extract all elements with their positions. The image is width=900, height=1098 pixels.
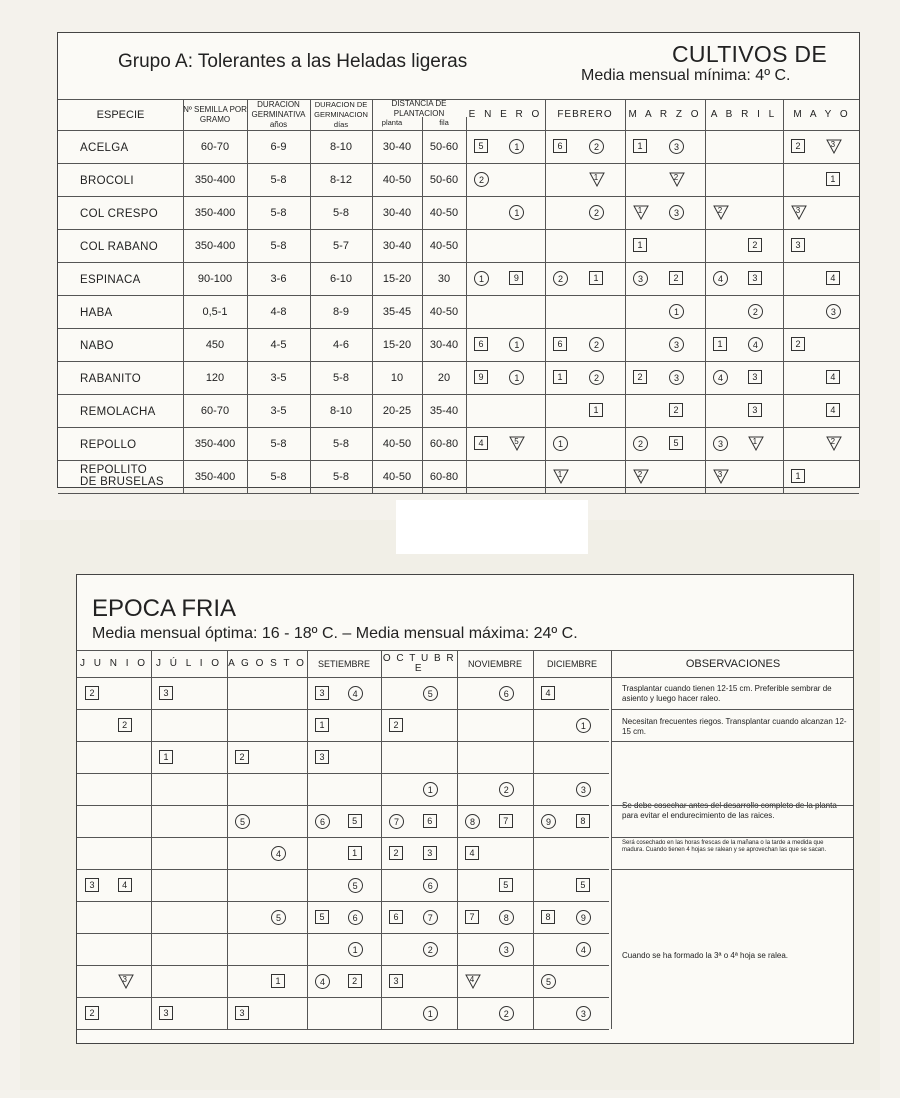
marks_bot-square-marker: 7: [499, 814, 513, 828]
cell-semilla: 60-70: [200, 140, 230, 153]
cell-dias: 5-8: [333, 437, 349, 450]
marks_bot-circle-marker: 3: [576, 1006, 591, 1021]
marks_top-square-marker: 4: [826, 370, 840, 384]
header-setiembre: SETIEMBRE: [317, 658, 370, 669]
marks_top-square-marker: 2: [669, 271, 683, 285]
cell-semilla: 60-70: [200, 404, 230, 417]
cell-dias: 4-6: [333, 338, 349, 351]
marks_top-circle-marker: 4: [748, 337, 763, 352]
header-planta: planta: [381, 118, 403, 127]
marks_bot-circle-marker: 1: [423, 782, 438, 797]
marks_top-circle-marker: 2: [589, 337, 604, 352]
cell-dias: 5-8: [333, 206, 349, 219]
species-name: RABANITO: [80, 373, 141, 385]
cell-germ: 3-6: [270, 272, 287, 285]
marks_top-triangle-marker: [633, 205, 647, 219]
marks_bot-circle-marker: 3: [499, 942, 514, 957]
marker-number: 3: [717, 469, 723, 479]
marks_bot-circle-marker: 5: [271, 910, 286, 925]
marks_top-triangle-marker: [713, 469, 727, 483]
marks_top-square-marker: 6: [474, 337, 488, 351]
marks_bot-square-marker: 3: [159, 1006, 173, 1020]
observation-espinaca: Será cosechado en las horas frescas de la mañana o la tarde a medida que madura. Cuando tienen 4 hojas se ralean y se aprovechan las que se sacan.: [622, 840, 827, 853]
species-name: [80, 464, 164, 488]
marks_bot-square-marker: 8: [541, 910, 555, 924]
marks_top-circle-marker: 2: [633, 436, 648, 451]
header-agosto: A G O S T O: [228, 657, 306, 669]
header-marzo: M A R Z O: [628, 108, 702, 120]
marker-number: 2: [637, 469, 643, 479]
marks_bot-square-marker: 4: [118, 878, 132, 892]
marks_bot-circle-marker: 4: [576, 942, 591, 957]
cell-planta: 30-40: [382, 239, 412, 252]
cell-germ: 3-5: [270, 404, 287, 417]
marks_top-triangle-marker: [669, 172, 683, 186]
marks_bot-square-marker: 1: [271, 974, 285, 988]
marks_top-square-marker: 4: [474, 436, 488, 450]
marks_bot-square-marker: 2: [85, 686, 99, 700]
header-diciembre: DICIEMBRE: [546, 658, 597, 669]
marks_top-square-marker: 2: [791, 337, 805, 351]
cell-germ: 4-8: [270, 305, 287, 318]
marks_bot-square-marker: 3: [389, 974, 403, 988]
marks_bot-circle-marker: 7: [423, 910, 438, 925]
cell-germ: 3-5: [270, 371, 287, 384]
cell-germ: 5-8: [270, 206, 287, 219]
marks_bot-square-marker: 3: [235, 1006, 249, 1020]
species-name: ESPINACA: [80, 274, 141, 286]
marks_top-square-marker: 1: [713, 337, 727, 351]
marks_bot-circle-marker: 7: [389, 814, 404, 829]
marks_top-circle-marker: 1: [669, 304, 684, 319]
marks_top-square-marker: 3: [791, 238, 805, 252]
observation-brocoli: Necesitan frecuentes riegos. Transplantar cuando alcanzan 12-15 cm.: [622, 717, 847, 736]
cell-semilla: 350-400: [194, 173, 236, 186]
marker-number: 2: [673, 172, 679, 182]
marks_bot-circle-marker: 5: [235, 814, 250, 829]
cell-dias: 8-10: [329, 404, 353, 417]
header-fila: fila: [439, 118, 449, 127]
marks_bot-square-marker: 2: [389, 718, 403, 732]
marks_bot-square-marker: 3: [423, 846, 437, 860]
marker-number: 1: [593, 172, 599, 182]
marks_bot-circle-marker: 1: [576, 718, 591, 733]
marks_top-square-marker: 2: [748, 238, 762, 252]
marks_bot-circle-marker: 6: [423, 878, 438, 893]
marks_top-circle-marker: 3: [669, 337, 684, 352]
marks_top-triangle-marker: [791, 205, 805, 219]
marks_top-circle-marker: 1: [509, 205, 524, 220]
marks_bot-square-marker: 8: [576, 814, 590, 828]
marks_top-circle-marker: 4: [713, 370, 728, 385]
cell-germ: 5-8: [270, 470, 287, 483]
marker-number: 2: [717, 205, 723, 215]
marks_bot-square-marker: 2: [389, 846, 403, 860]
marks_bot-square-marker: 2: [348, 974, 362, 988]
marks_top-circle-marker: 1: [474, 271, 489, 286]
marks_top-square-marker: 9: [474, 370, 488, 384]
page-gap: [396, 500, 588, 554]
marks_top-square-marker: 2: [633, 370, 647, 384]
marks_bot-circle-marker: 1: [423, 1006, 438, 1021]
species-name: COL RABANO: [80, 241, 158, 253]
cell-semilla: 90-100: [197, 272, 233, 285]
marks_top-circle-marker: 2: [589, 370, 604, 385]
marker-number: 2: [830, 436, 836, 446]
cell-fila: 30: [437, 272, 451, 285]
marks_top-square-marker: 1: [791, 469, 805, 483]
marks_top-circle-marker: 1: [509, 370, 524, 385]
marks_top-circle-marker: 2: [589, 205, 604, 220]
marks_top-triangle-marker: [633, 469, 647, 483]
marks_top-circle-marker: 3: [826, 304, 841, 319]
marks_top-square-marker: 1: [589, 403, 603, 417]
cell-dias: 8-9: [333, 305, 349, 318]
cell-planta: 15-20: [382, 272, 412, 285]
marks_bot-square-marker: 5: [576, 878, 590, 892]
marks_top-triangle-marker: [553, 469, 567, 483]
header-julio: J Ú L I O: [155, 657, 223, 669]
cell-fila: 50-60: [429, 140, 459, 153]
cell-dias: 5-8: [333, 470, 349, 483]
cell-germ: 5-8: [270, 437, 287, 450]
marks_top-circle-marker: 2: [474, 172, 489, 187]
cell-fila: 40-50: [429, 305, 459, 318]
cell-semilla: 350-400: [194, 239, 236, 252]
species-name: ACELGA: [80, 142, 129, 154]
cell-germ: 4-5: [270, 338, 287, 351]
epoca-fria-title: EPOCA FRIA: [92, 595, 237, 622]
marks_top-triangle-marker: [713, 205, 727, 219]
marks_bot-square-marker: 3: [85, 878, 99, 892]
marks_bot-square-marker: 4: [465, 846, 479, 860]
header-duracion-germinativa: DURACION GERMINATIVA años: [251, 99, 306, 129]
marks_bot-square-marker: 7: [465, 910, 479, 924]
cell-fila: 40-50: [429, 206, 459, 219]
marks_bot-triangle-marker: [118, 974, 132, 988]
cell-planta: 30-40: [382, 140, 412, 153]
marks_top-square-marker: 4: [826, 403, 840, 417]
marks_top-triangle-marker: [826, 139, 840, 153]
marks_bot-circle-marker: 5: [541, 974, 556, 989]
marker-number: 3: [795, 205, 801, 215]
cell-dias: 5-7: [333, 239, 349, 252]
marks_top-square-marker: 6: [553, 139, 567, 153]
marks_top-square-marker: 2: [669, 403, 683, 417]
cell-planta: 30-40: [382, 206, 412, 219]
marks_bot-circle-marker: 6: [499, 686, 514, 701]
marks_bot-square-marker: 1: [159, 750, 173, 764]
cell-planta: 40-50: [382, 470, 412, 483]
marker-number: 5: [514, 436, 519, 446]
header-duracion-germinacion: DURACION DE GERMINACION días: [314, 99, 368, 129]
species-name-line1: REPOLLITO: [80, 464, 148, 476]
marks_top-circle-marker: 3: [669, 205, 684, 220]
species-name-line2: DE BRUSELAS: [80, 476, 164, 488]
cell-planta: 10: [390, 371, 404, 384]
cell-dias: 5-8: [333, 371, 349, 384]
marks_bot-square-marker: 3: [159, 686, 173, 700]
marker-number: 4: [469, 974, 475, 984]
marks_bot-circle-marker: 2: [423, 942, 438, 957]
cell-planta: 15-20: [382, 338, 412, 351]
cell-fila: 50-60: [429, 173, 459, 186]
header-octubre: O C T U B R E: [382, 652, 456, 674]
marks_bot-square-marker: 4: [541, 686, 555, 700]
observation-remolacha: Cuando se ha formado la 3ª o 4ª hoja se ralea.: [622, 951, 789, 960]
cell-germ: 6-9: [270, 140, 287, 153]
marks_top-square-marker: 1: [553, 370, 567, 384]
header-semilla: Nº SEMILLA POR GRAMO: [183, 104, 247, 124]
marks_bot-circle-marker: 3: [576, 782, 591, 797]
marks_bot-square-marker: 5: [499, 878, 513, 892]
marks_bot-circle-marker: 5: [423, 686, 438, 701]
marks_bot-circle-marker: 4: [348, 686, 363, 701]
cell-planta: 40-50: [382, 173, 412, 186]
marks_bot-circle-marker: 9: [541, 814, 556, 829]
cell-dias: 6-10: [329, 272, 353, 285]
header-noviembre: NOVIEMBRE: [467, 658, 522, 669]
marks_top-square-marker: 3: [748, 370, 762, 384]
marker-number: 3: [830, 139, 836, 149]
marks_bot-circle-marker: 4: [271, 846, 286, 861]
cell-germ: 5-8: [270, 239, 287, 252]
marks_top-square-marker: 4: [826, 271, 840, 285]
marks_top-circle-marker: 2: [553, 271, 568, 286]
marks_bot-circle-marker: 5: [348, 878, 363, 893]
marker-number: 1: [637, 205, 643, 215]
marks_top-square-marker: 3: [748, 403, 762, 417]
observation-col-rabano: Se debe cosechar antes del desarrollo completo de la planta para evitar el endurecimiento de las raices.: [622, 801, 837, 820]
marks_bot-square-marker: 6: [389, 910, 403, 924]
marks_top-triangle-marker: [589, 172, 603, 186]
marks_top-circle-marker: 2: [589, 139, 604, 154]
cell-planta: 40-50: [382, 437, 412, 450]
marks_bot-circle-marker: 6: [315, 814, 330, 829]
header-mayo: M A Y O: [793, 108, 851, 120]
marks_top-circle-marker: 3: [669, 139, 684, 154]
cell-semilla: 350-400: [194, 470, 236, 483]
marks_top-circle-marker: 2: [748, 304, 763, 319]
marks_bot-square-marker: 5: [315, 910, 329, 924]
marks_bot-circle-marker: 2: [499, 782, 514, 797]
species-name: HABA: [80, 307, 113, 319]
marker-number: 1: [752, 436, 758, 446]
marks_bot-circle-marker: 4: [315, 974, 330, 989]
cell-fila: 40-50: [429, 239, 459, 252]
header-febrero: FEBRERO: [557, 108, 613, 120]
marks_bot-square-marker: 2: [85, 1006, 99, 1020]
marks_top-square-marker: 1: [633, 139, 647, 153]
marks_top-triangle-marker: [748, 436, 762, 450]
marks_top-triangle-marker: [509, 436, 523, 450]
marks_top-square-marker: 1: [589, 271, 603, 285]
marks_top-square-marker: 3: [748, 271, 762, 285]
cell-dias: 8-12: [329, 173, 353, 186]
marks_top-square-marker: 5: [669, 436, 683, 450]
marks_bot-circle-marker: 6: [348, 910, 363, 925]
marks_bot-square-marker: 1: [348, 846, 362, 860]
header-distancia: DISTANCIA DE PLANTACION: [391, 99, 447, 118]
marks_top-square-marker: 5: [474, 139, 488, 153]
marker-number: 1: [557, 469, 563, 479]
species-name: BROCOLI: [80, 175, 134, 187]
marks_top-square-marker: 1: [826, 172, 840, 186]
cell-semilla: 450: [205, 338, 225, 351]
marks_bot-square-marker: 3: [315, 750, 329, 764]
cell-semilla: 120: [205, 371, 225, 384]
species-name: REPOLLO: [80, 439, 137, 451]
marks_bot-square-marker: 2: [118, 718, 132, 732]
marks_top-circle-marker: 3: [713, 436, 728, 451]
marks_bot-square-marker: 6: [423, 814, 437, 828]
header-junio: J U N I O: [79, 657, 149, 669]
cultivos-table-bottom: [76, 574, 854, 1044]
cell-germ: 5-8: [270, 173, 287, 186]
cell-planta: 35-45: [382, 305, 412, 318]
marks_top-circle-marker: 1: [553, 436, 568, 451]
cell-semilla: 350-400: [194, 206, 236, 219]
marks_top-square-marker: 2: [791, 139, 805, 153]
observation-acelga: Trasplantar cuando tienen 12-15 cm. Preferible sembrar de asiento y luego hacer raleo.: [622, 684, 832, 703]
cell-fila: 60-80: [429, 470, 459, 483]
marks_top-circle-marker: 1: [509, 337, 524, 352]
cell-semilla: 0,5-1: [202, 305, 228, 318]
optimal-temp-subtitle: Media mensual óptima: 16 - 18º C. – Media mensual máxima: 24º C.: [92, 625, 578, 642]
cell-fila: 60-80: [429, 437, 459, 450]
species-name: NABO: [80, 340, 114, 352]
marks_bot-circle-marker: 8: [465, 814, 480, 829]
marks_top-circle-marker: 1: [509, 139, 524, 154]
marks_bot-circle-marker: 2: [499, 1006, 514, 1021]
species-name: REMOLACHA: [80, 406, 156, 418]
header-abril: A B R I L: [710, 108, 778, 120]
species-name: COL CRESPO: [80, 208, 158, 220]
header-observaciones: OBSERVACIONES: [685, 657, 781, 670]
marks_top-circle-marker: 3: [669, 370, 684, 385]
marks_top-circle-marker: 4: [713, 271, 728, 286]
header-enero: E N E R O: [468, 108, 543, 120]
marks_bot-square-marker: 2: [235, 750, 249, 764]
marks_top-square-marker: 1: [633, 238, 647, 252]
marks_top-square-marker: 6: [553, 337, 567, 351]
marks_top-square-marker: 9: [509, 271, 523, 285]
header-especie: ESPECIE: [96, 108, 145, 121]
cultivos-table-top: [57, 32, 860, 488]
cell-fila: 30-40: [429, 338, 459, 351]
marks_top-circle-marker: 3: [633, 271, 648, 286]
group-title: Grupo A: Tolerantes a las Heladas ligeras: [118, 51, 468, 72]
cell-fila: 20: [437, 371, 451, 384]
marks_bot-circle-marker: 9: [576, 910, 591, 925]
marks_top-triangle-marker: [826, 436, 840, 450]
cell-semilla: 350-400: [194, 437, 236, 450]
marks_bot-circle-marker: 1: [348, 942, 363, 957]
marks_bot-square-marker: 1: [315, 718, 329, 732]
min-temp-subtitle: Media mensual mínima: 4º C.: [581, 67, 791, 84]
cell-planta: 20-25: [382, 404, 412, 417]
marks_bot-square-marker: 3: [315, 686, 329, 700]
cultivos-heading: CULTIVOS DE: [672, 41, 827, 67]
cell-dias: 8-10: [329, 140, 353, 153]
marks_bot-circle-marker: 8: [499, 910, 514, 925]
marks_bot-triangle-marker: [465, 974, 479, 988]
cell-fila: 35-40: [429, 404, 459, 417]
marks_bot-square-marker: 5: [348, 814, 362, 828]
marker-number: 3: [122, 974, 127, 984]
